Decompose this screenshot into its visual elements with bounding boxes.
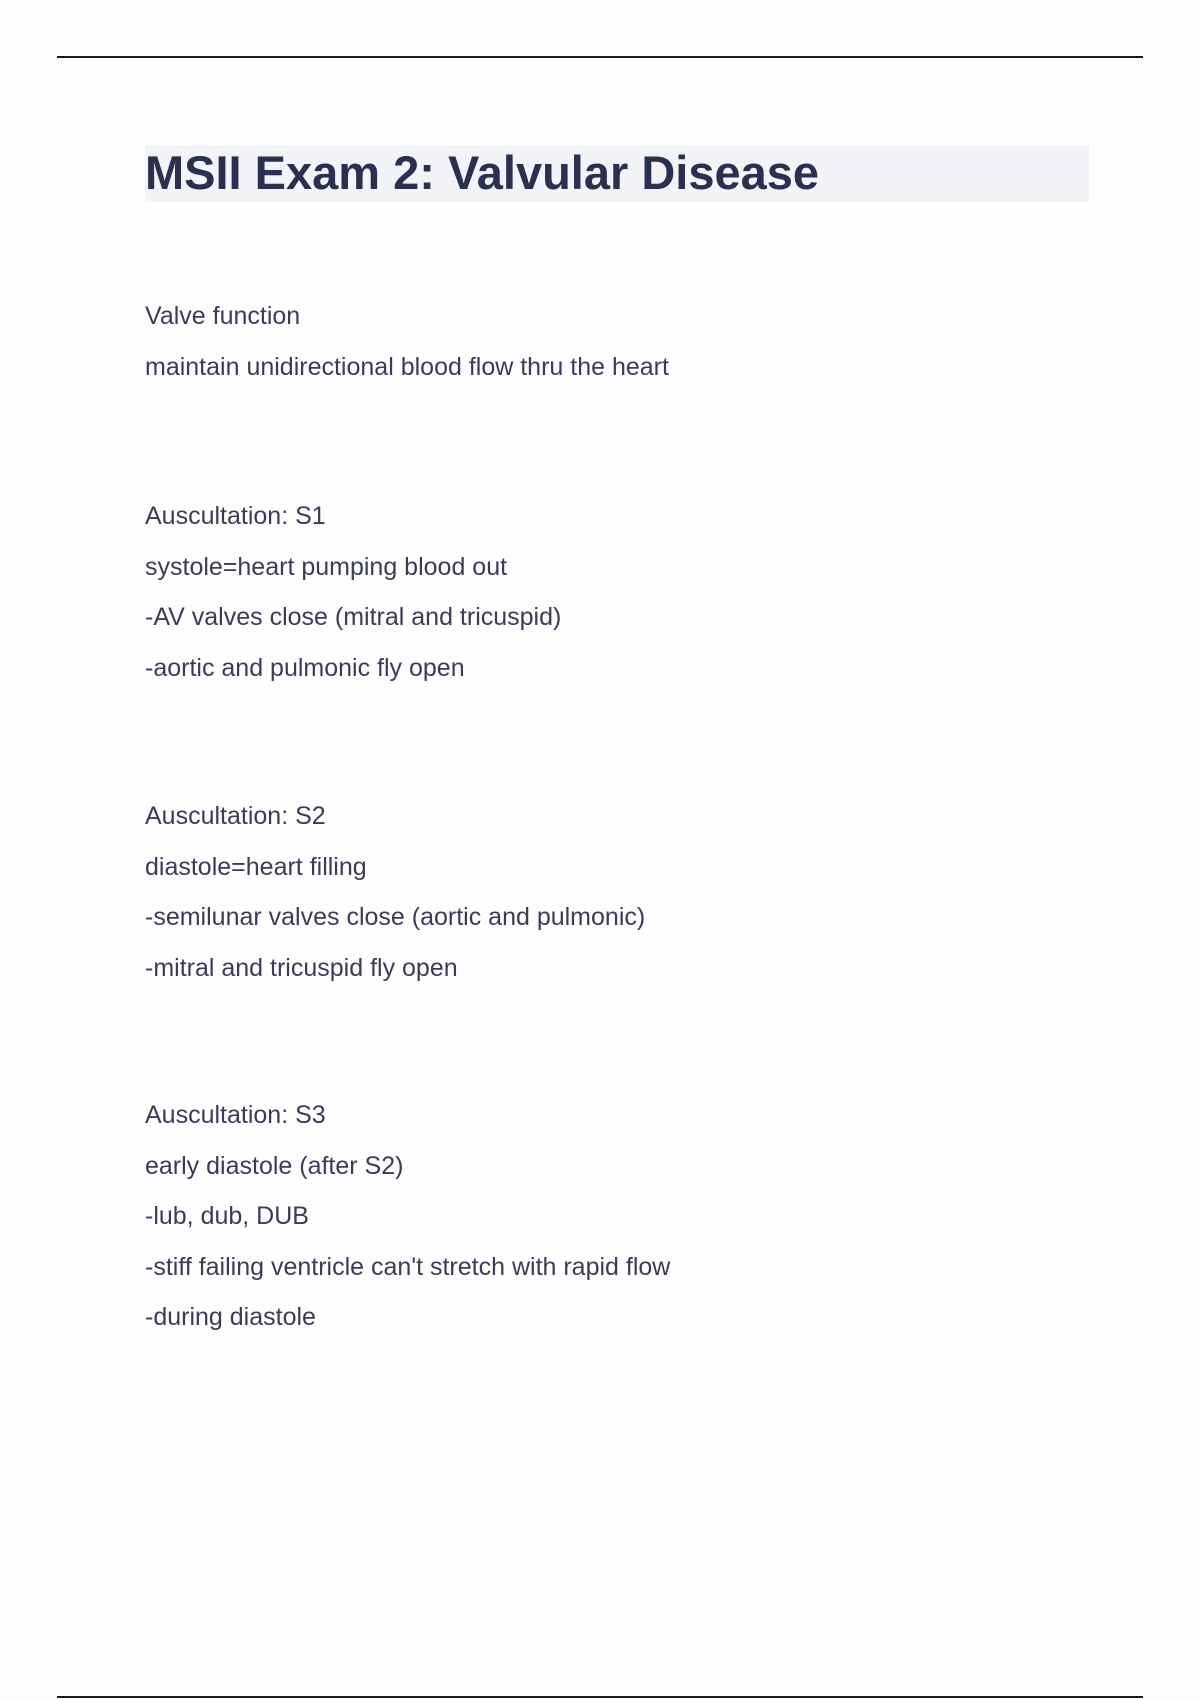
card-definition-line: maintain unidirectional blood flow thru the heart <box>145 352 669 381</box>
page-title: MSII Exam 2: Valvular Disease <box>145 146 820 199</box>
card-term: Auscultation: S3 <box>145 1101 326 1129</box>
card-definition-line: diastole=heart filling <box>145 852 367 881</box>
top-divider <box>57 56 1143 58</box>
card-definition-line: -aortic and pulmonic fly open <box>145 653 465 682</box>
card-definition-line: -mitral and tricuspid fly open <box>145 953 458 982</box>
card-definition-line: -during diastole <box>145 1303 316 1331</box>
card-term: Valve function <box>145 302 301 330</box>
flashcard-auscultation-s3 <box>145 1090 1085 1343</box>
card-definition-line: systole=heart pumping blood out <box>145 552 508 581</box>
bottom-divider <box>57 1696 1143 1698</box>
flashcard-valve-function <box>145 291 1085 392</box>
flashcard-auscultation-s1 <box>145 491 1085 693</box>
card-term: Auscultation: S2 <box>145 802 326 830</box>
card-definition-line: -lub, dub, DUB <box>145 1202 309 1230</box>
card-definition-line: -stiff failing ventricle can't stretch with rapid flow <box>145 1252 671 1281</box>
card-definition-line: early diastole (after S2) <box>145 1151 404 1180</box>
flashcard-auscultation-s2 <box>145 791 1085 993</box>
card-definition-line: -AV valves close (mitral and tricuspid) <box>145 603 562 631</box>
card-definition-line: -semilunar valves close (aortic and pulmonic) <box>145 903 646 931</box>
card-term: Auscultation: S1 <box>145 502 326 530</box>
